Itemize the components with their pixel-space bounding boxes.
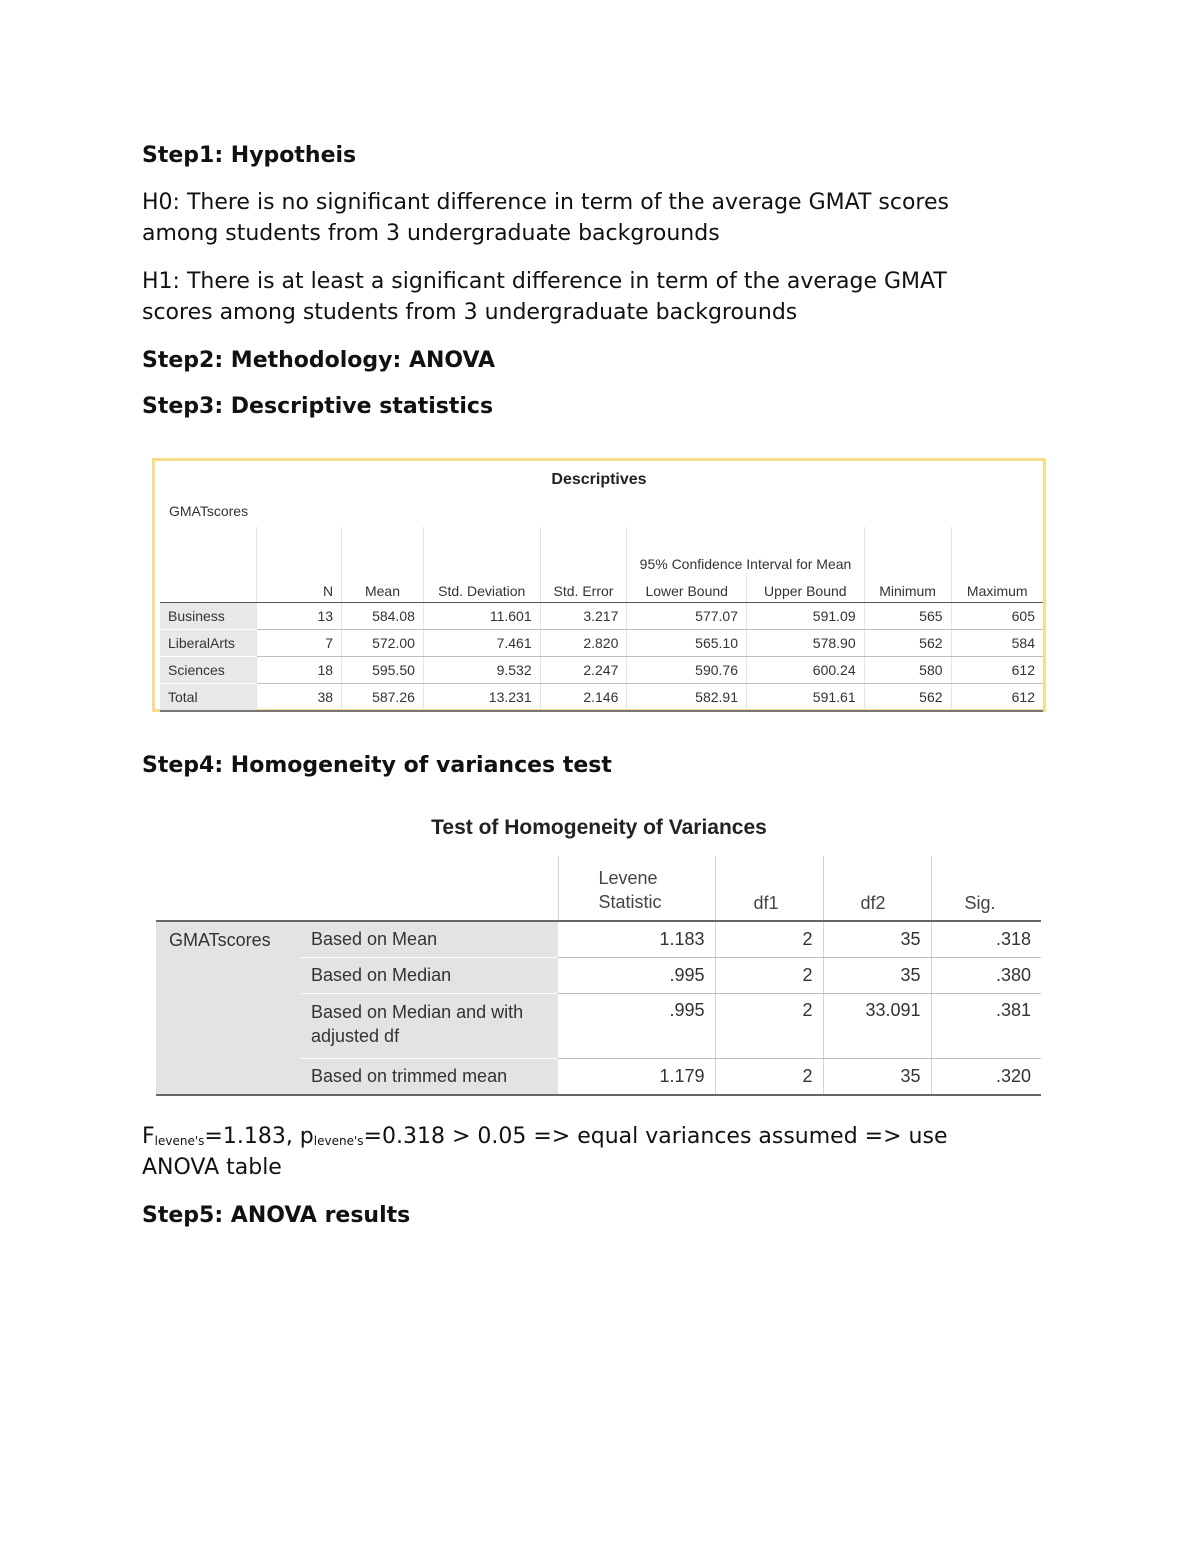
table-cell: 600.24 bbox=[747, 657, 865, 684]
table-cell: 565.10 bbox=[627, 630, 747, 657]
col-header-df2: df2 bbox=[823, 856, 931, 921]
descriptives-variable: GMATscores bbox=[169, 503, 249, 519]
table-cell: 565 bbox=[864, 603, 951, 630]
table-cell: 2.247 bbox=[540, 657, 627, 684]
table-cell: 577.07 bbox=[627, 603, 747, 630]
table-cell: 2.820 bbox=[540, 630, 627, 657]
step5-heading: Step5: ANOVA results bbox=[142, 1203, 411, 1228]
step4-heading: Step4: Homogeneity of variances test bbox=[142, 753, 612, 778]
table-cell: 7.461 bbox=[423, 630, 540, 657]
row-label: Based on Mean bbox=[301, 921, 558, 958]
step1-heading: Step1: Hypotheis bbox=[142, 143, 357, 168]
table-cell: 35 bbox=[823, 1059, 931, 1096]
col-header-maximum: Maximum bbox=[951, 573, 1043, 603]
step2-heading: Step2: Methodology: ANOVA bbox=[142, 348, 496, 373]
table-cell: 582.91 bbox=[627, 684, 747, 712]
table-cell: .380 bbox=[931, 958, 1041, 994]
descriptives-title: Descriptives bbox=[551, 471, 647, 488]
descriptives-table bbox=[160, 527, 1043, 712]
table-cell: 1.183 bbox=[558, 921, 715, 958]
table-cell: .318 bbox=[931, 921, 1041, 958]
table-cell: 35 bbox=[823, 921, 931, 958]
table-row bbox=[156, 921, 1041, 958]
table-cell: 18 bbox=[257, 657, 342, 684]
table-row bbox=[160, 657, 1043, 684]
table-cell: 605 bbox=[951, 603, 1043, 630]
table-cell: 591.09 bbox=[747, 603, 865, 630]
col-header-mean: Mean bbox=[342, 573, 424, 603]
table-cell: 2 bbox=[715, 1059, 823, 1096]
table-cell: 612 bbox=[951, 684, 1043, 712]
table-cell: 13 bbox=[257, 603, 342, 630]
table-cell: .995 bbox=[558, 994, 715, 1059]
table-cell: 595.50 bbox=[342, 657, 424, 684]
table-cell: 591.61 bbox=[747, 684, 865, 712]
table-cell: 2 bbox=[715, 921, 823, 958]
table-cell: 2 bbox=[715, 958, 823, 994]
col-header-n: N bbox=[257, 573, 342, 603]
ci-header: 95% Confidence Interval for Mean bbox=[627, 527, 864, 573]
table-row bbox=[160, 603, 1043, 630]
table-cell: 3.217 bbox=[540, 603, 627, 630]
table-cell: .320 bbox=[931, 1059, 1041, 1096]
table-cell: 13.231 bbox=[423, 684, 540, 712]
row-label: Sciences bbox=[160, 657, 257, 684]
step3-heading: Step3: Descriptive statistics bbox=[142, 394, 494, 419]
h1-line2: scores among students from 3 undergraduate backgrounds bbox=[142, 300, 798, 325]
table-cell: 612 bbox=[951, 657, 1043, 684]
table-cell: 562 bbox=[864, 684, 951, 712]
table-cell: 33.091 bbox=[823, 994, 931, 1059]
table-cell: 580 bbox=[864, 657, 951, 684]
table-cell: 584 bbox=[951, 630, 1043, 657]
table-cell: .381 bbox=[931, 994, 1041, 1059]
col-header-sig: Sig. bbox=[931, 856, 1041, 921]
table-cell: 2 bbox=[715, 994, 823, 1059]
row-label: Based on trimmed mean bbox=[301, 1059, 558, 1096]
table-cell: 590.76 bbox=[627, 657, 747, 684]
col-header-levene-statistic: Levene Statistic bbox=[558, 856, 715, 921]
table-cell: 562 bbox=[864, 630, 951, 657]
group-label: GMATscores bbox=[156, 921, 301, 1095]
homogeneity-table bbox=[156, 856, 1041, 1096]
col-header-upper-bound: Upper Bound bbox=[747, 573, 865, 603]
h0-line2: among students from 3 undergraduate backgrounds bbox=[142, 221, 720, 246]
homogeneity-title: Test of Homogeneity of Variances bbox=[431, 816, 767, 839]
table-cell: 2.146 bbox=[540, 684, 627, 712]
col-header-std-deviation: Std. Deviation bbox=[423, 573, 540, 603]
col-header-minimum: Minimum bbox=[864, 573, 951, 603]
table-row bbox=[160, 630, 1043, 657]
h0-line1: H0: There is no significant difference in term of the average GMAT scores bbox=[142, 190, 949, 215]
levene-result-line2: ANOVA table bbox=[142, 1155, 282, 1180]
row-label: Total bbox=[160, 684, 257, 712]
col-header-std-error: Std. Error bbox=[540, 573, 627, 603]
table-cell: 38 bbox=[257, 684, 342, 712]
table-cell: .995 bbox=[558, 958, 715, 994]
table-cell: 11.601 bbox=[423, 603, 540, 630]
col-header-df1: df1 bbox=[715, 856, 823, 921]
descriptives-table-box bbox=[152, 458, 1046, 712]
row-label: LiberalArts bbox=[160, 630, 257, 657]
table-cell: 1.179 bbox=[558, 1059, 715, 1096]
h1-line1: H1: There is at least a significant difference in term of the average GMAT bbox=[142, 269, 947, 294]
levene-result-line1: $F_{levene's}=1.183$, $p_{levene's}=0.318 > 0.05$ => equal variances assumed => use bbox=[142, 1124, 948, 1149]
table-row bbox=[160, 684, 1043, 712]
table-cell: 9.532 bbox=[423, 657, 540, 684]
col-header-lower-bound: Lower Bound bbox=[627, 573, 747, 603]
table-cell: 35 bbox=[823, 958, 931, 994]
table-cell: 572.00 bbox=[342, 630, 424, 657]
table-cell: 578.90 bbox=[747, 630, 865, 657]
row-label: Based on Median and with adjusted df bbox=[301, 994, 558, 1059]
table-cell: 584.08 bbox=[342, 603, 424, 630]
row-label: Based on Median bbox=[301, 958, 558, 994]
table-cell: 587.26 bbox=[342, 684, 424, 712]
row-label: Business bbox=[160, 603, 257, 630]
table-cell: 7 bbox=[257, 630, 342, 657]
